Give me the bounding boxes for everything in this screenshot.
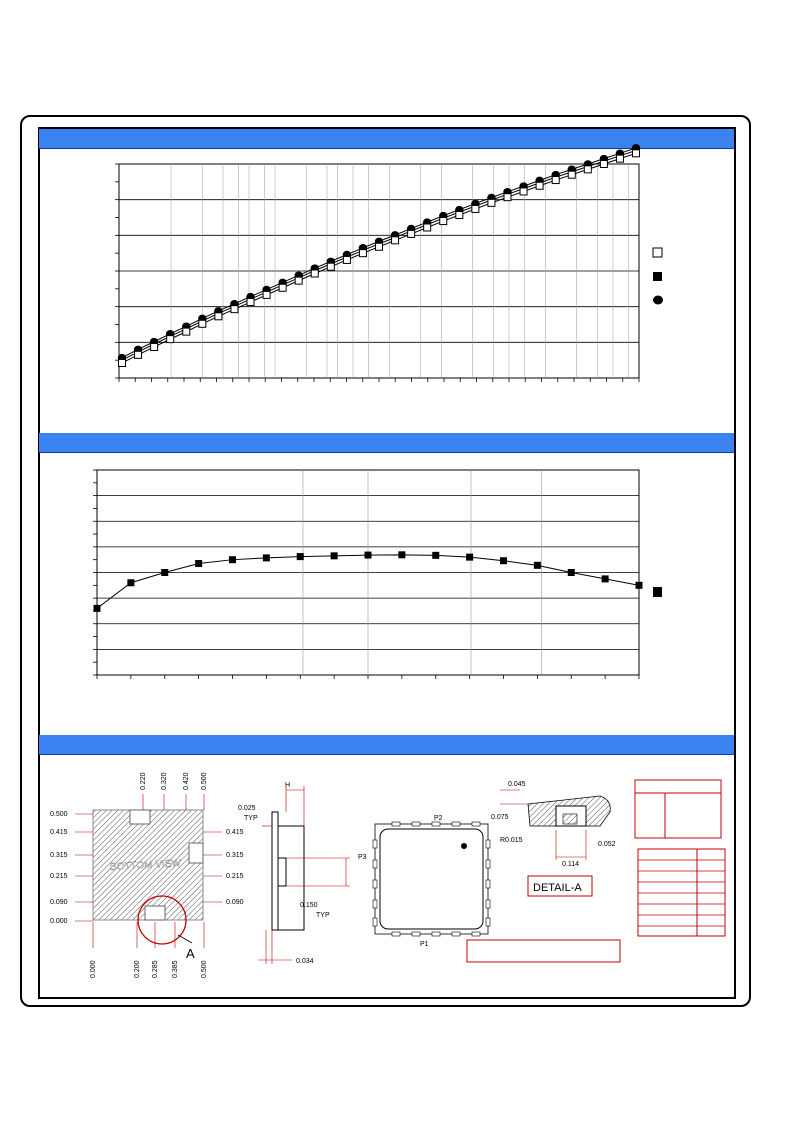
footprint-notch bbox=[373, 900, 377, 908]
top-dim-label: 0.500 bbox=[201, 772, 208, 790]
detail-label: DETAIL-A bbox=[533, 882, 582, 894]
side-dim-025: 0.025 bbox=[238, 805, 256, 812]
right-dim-label: 0.215 bbox=[226, 873, 244, 880]
left-dim-label: 0.090 bbox=[50, 899, 68, 906]
bottom-dim-label: 0.000 bbox=[90, 960, 97, 978]
side-dim-025-typ: TYP bbox=[244, 815, 258, 822]
footprint-notch bbox=[373, 840, 377, 848]
pad-bottom bbox=[145, 906, 165, 920]
left-dim-label: 0.000 bbox=[50, 918, 68, 925]
footprint-notch bbox=[486, 880, 490, 888]
pad-label-p2: P2 bbox=[434, 815, 443, 822]
footprint-notch bbox=[486, 840, 490, 848]
detail-dim-114: 0.114 bbox=[562, 861, 579, 868]
footprint-body bbox=[380, 829, 483, 929]
footprint-notch bbox=[392, 822, 400, 826]
bottom-dim-label: 0.285 bbox=[152, 960, 159, 978]
footprint-notch bbox=[412, 822, 420, 826]
top-dim-label: 0.220 bbox=[140, 772, 147, 790]
left-dim-label: 0.315 bbox=[50, 852, 68, 859]
footprint-notch bbox=[486, 860, 490, 868]
info-box bbox=[635, 780, 721, 838]
side-dim-h: H bbox=[285, 782, 291, 789]
pad-label-p1: P1 bbox=[420, 941, 429, 948]
detail-dim-r015: R0.015 bbox=[500, 837, 523, 844]
top-dim-label: 0.320 bbox=[161, 772, 168, 790]
side-dim-034: 0.034 bbox=[296, 958, 314, 965]
side-view-body bbox=[272, 812, 278, 930]
footprint-notch bbox=[392, 932, 400, 936]
side-dim-150-typ: TYP bbox=[316, 912, 330, 919]
top-dim-label: 0.420 bbox=[183, 772, 190, 790]
right-dim-label: 0.090 bbox=[226, 899, 244, 906]
left-dim-label: 0.415 bbox=[50, 829, 68, 836]
footprint-notch bbox=[412, 932, 420, 936]
pad-top bbox=[130, 810, 150, 824]
pad-label-p3: P3 bbox=[358, 854, 367, 861]
left-dim-label: 0.215 bbox=[50, 873, 68, 880]
side-dim-150: 0.150 bbox=[300, 902, 318, 909]
footprint-notch bbox=[486, 918, 490, 926]
right-dim-label: 0.415 bbox=[226, 829, 244, 836]
detail-a-marker: A bbox=[186, 946, 195, 961]
pad-right bbox=[189, 843, 203, 863]
bottom-dim-label: 0.200 bbox=[134, 960, 141, 978]
pin1-dot bbox=[461, 843, 467, 849]
footprint-notch bbox=[373, 918, 377, 926]
footprint-notch bbox=[472, 932, 480, 936]
footprint-notch bbox=[486, 900, 490, 908]
left-dim-label: 0.500 bbox=[50, 811, 68, 818]
side-view-pad bbox=[278, 858, 286, 886]
note-box bbox=[467, 940, 620, 962]
detail-dim-075: 0.075 bbox=[491, 814, 509, 821]
right-dim-label: 0.315 bbox=[226, 852, 244, 859]
footprint-notch bbox=[452, 932, 460, 936]
bottom-dim-label: 0.385 bbox=[172, 960, 179, 978]
footprint-notch bbox=[432, 932, 440, 936]
bottom-dim-label: 0.500 bbox=[201, 960, 208, 978]
bottom-view-label: BOTTOM VIEW bbox=[109, 858, 182, 873]
footprint-notch bbox=[452, 822, 460, 826]
footprint-notch bbox=[472, 822, 480, 826]
footprint-notch bbox=[432, 822, 440, 826]
footprint-notch bbox=[373, 860, 377, 868]
detail-dim-052: 0.052 bbox=[598, 841, 616, 848]
spec-table bbox=[638, 849, 725, 936]
footprint-notch bbox=[373, 880, 377, 888]
detail-dim-045: 0.045 bbox=[508, 781, 526, 788]
